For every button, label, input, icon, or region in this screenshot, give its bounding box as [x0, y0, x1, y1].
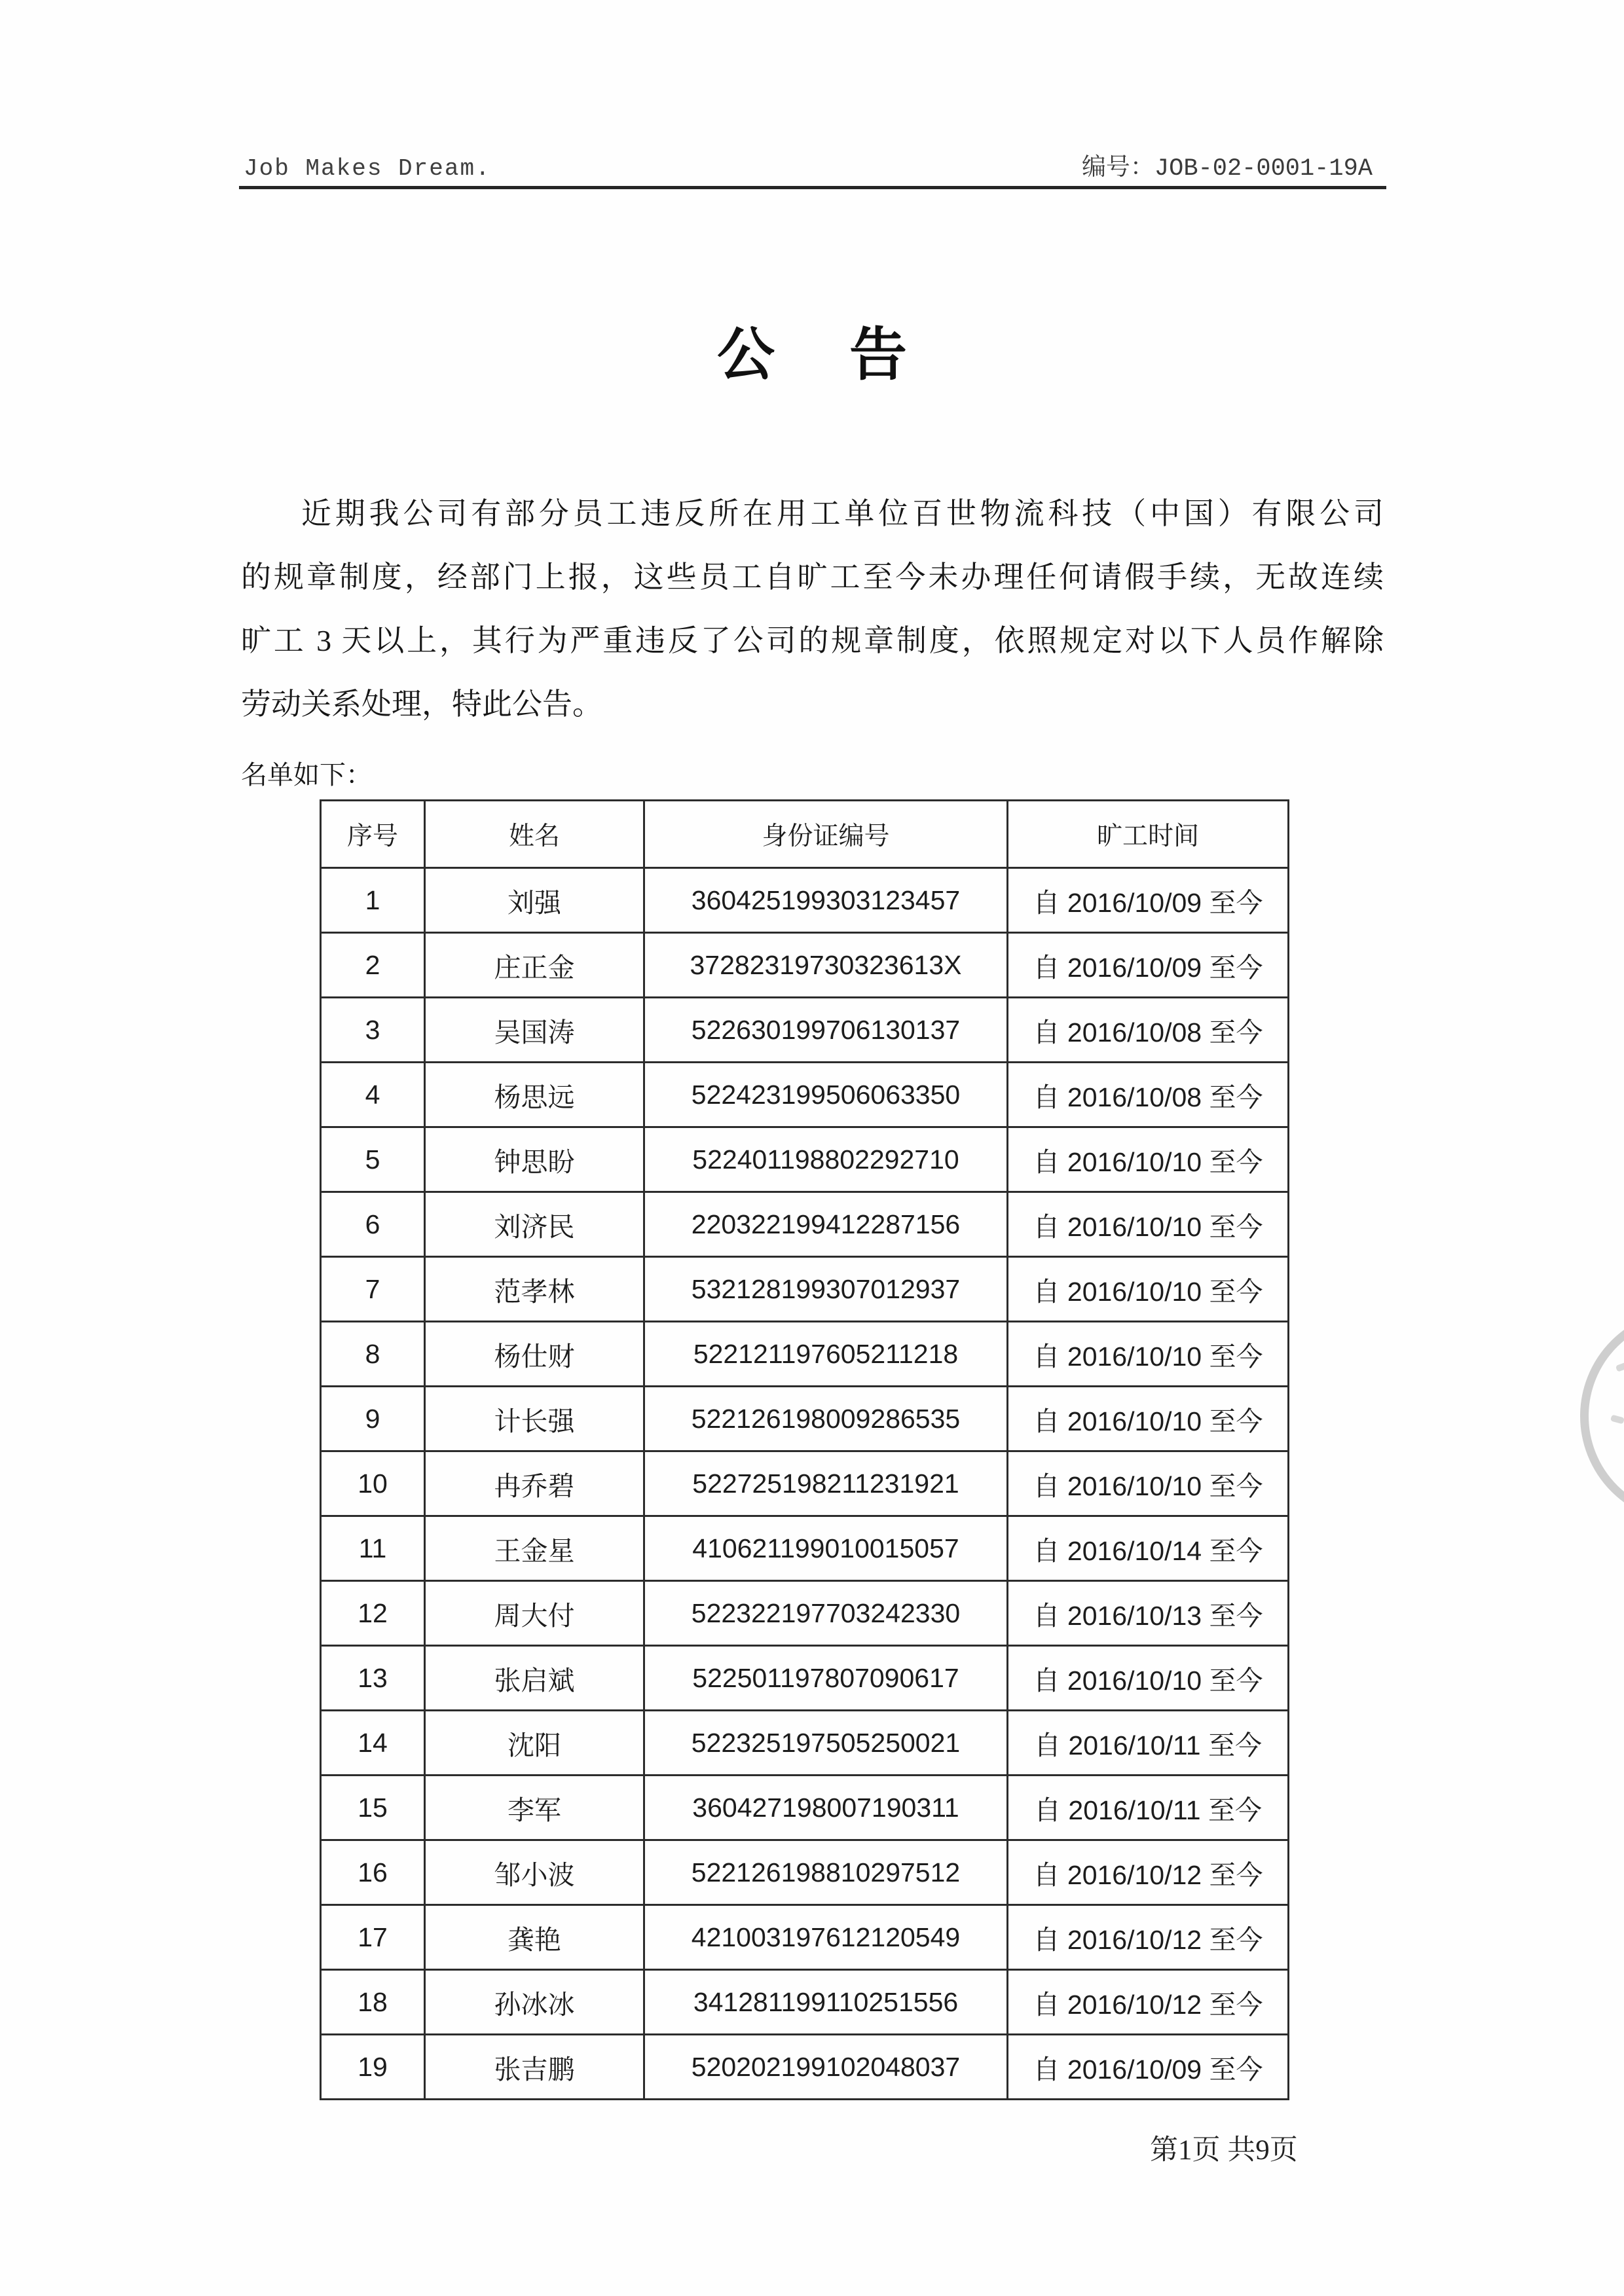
table-row: [321, 1516, 1289, 1581]
cell-period: 自 2016/10/11 至今: [1008, 1776, 1289, 1840]
cell-id: 410621199010015057: [644, 1516, 1008, 1581]
cell-index: 10: [321, 1451, 425, 1516]
cell-id: 522322197703242330: [644, 1581, 1008, 1646]
cell-period: 自 2016/10/09 至今: [1008, 868, 1289, 933]
cell-name: 吴国涛: [425, 998, 644, 1063]
body-line-2: 的规章制度，经部门上报，这些员工自旷工至今未办理任何请假手续，无故连续: [241, 560, 1384, 594]
table-row: [321, 1127, 1289, 1192]
column-header-id: 身份证编号: [644, 801, 1008, 868]
body-line-3: 旷工 3 天以上，其行为严重违反了公司的规章制度，依照规定对以下人员作解除: [241, 624, 1384, 657]
cell-index: 2: [321, 933, 425, 998]
cell-index: 17: [321, 1905, 425, 1970]
seal-mark: [1615, 1362, 1624, 1372]
cell-name: 周大付: [425, 1581, 644, 1646]
cell-index: 8: [321, 1322, 425, 1387]
cell-id: 522401198802292710: [644, 1127, 1008, 1192]
table-row: [321, 1322, 1289, 1387]
table-row: [321, 1646, 1289, 1711]
cell-period: 自 2016/10/13 至今: [1008, 1581, 1289, 1646]
document-header: [244, 147, 1373, 183]
table-row: [321, 1387, 1289, 1451]
table-row: [321, 1840, 1289, 1905]
table-row: [321, 1063, 1289, 1127]
cell-index: 3: [321, 998, 425, 1063]
cell-period: 自 2016/10/10 至今: [1008, 1127, 1289, 1192]
cell-name: 冉乔碧: [425, 1451, 644, 1516]
table-row: [321, 998, 1289, 1063]
table-row: [321, 1581, 1289, 1646]
header-divider: [239, 186, 1386, 189]
cell-index: 19: [321, 2035, 425, 2100]
cell-index: 9: [321, 1387, 425, 1451]
cell-period: 自 2016/10/09 至今: [1008, 933, 1289, 998]
cell-name: 刘强: [425, 868, 644, 933]
cell-id: 522630199706130137: [644, 998, 1008, 1063]
cell-index: 16: [321, 1840, 425, 1905]
page-title: 公 告: [716, 324, 937, 388]
cell-name: 张启斌: [425, 1646, 644, 1711]
document-number: 编号：JOB-02-0001-19A: [1081, 155, 1373, 183]
company-slogan: Job Makes Dream.: [244, 155, 491, 182]
cell-period: 自 2016/10/10 至今: [1008, 1192, 1289, 1257]
table-row: [321, 1257, 1289, 1322]
cell-period: 自 2016/10/12 至今: [1008, 1840, 1289, 1905]
body-line-1: 近期我公司有部分员工违反所在用工单位百世物流科技（中国）有限公司: [301, 497, 1384, 530]
cell-period: 自 2016/10/12 至今: [1008, 1970, 1289, 2035]
table-row: [321, 1192, 1289, 1257]
cell-index: 4: [321, 1063, 425, 1127]
cell-id: 522325197505250021: [644, 1711, 1008, 1776]
cell-name: 邹小波: [425, 1840, 644, 1905]
cell-id: 421003197612120549: [644, 1905, 1008, 1970]
list-intro-label: 名单如下：: [241, 760, 372, 790]
table-row: [321, 2035, 1289, 2100]
cell-id: 522725198211231921: [644, 1451, 1008, 1516]
cell-period: 自 2016/10/11 至今: [1008, 1711, 1289, 1776]
cell-index: 1: [321, 868, 425, 933]
cell-id: 37282319730323613X: [644, 933, 1008, 998]
dismissal-roster-table: [320, 799, 1289, 2100]
cell-name: 刘济民: [425, 1192, 644, 1257]
cell-id: 220322199412287156: [644, 1192, 1008, 1257]
cell-id: 522501197807090617: [644, 1646, 1008, 1711]
cell-index: 13: [321, 1646, 425, 1711]
cell-id: 522121197605211218: [644, 1322, 1008, 1387]
table-header-row: [321, 801, 1289, 868]
table-row: [321, 1776, 1289, 1840]
table-row: [321, 868, 1289, 933]
cell-period: 自 2016/10/10 至今: [1008, 1646, 1289, 1711]
cell-name: 孙冰冰: [425, 1970, 644, 2035]
cell-name: 张吉鹏: [425, 2035, 644, 2100]
cell-index: 5: [321, 1127, 425, 1192]
cell-name: 庄正金: [425, 933, 644, 998]
column-header-name: 姓名: [425, 801, 644, 868]
roster-table-body: [321, 868, 1289, 2100]
cell-period: 自 2016/10/12 至今: [1008, 1905, 1289, 1970]
table-row: [321, 1905, 1289, 1970]
cell-id: 522126198810297512: [644, 1840, 1008, 1905]
cell-name: 杨仕财: [425, 1322, 644, 1387]
cell-period: 自 2016/10/10 至今: [1008, 1451, 1289, 1516]
cell-id: 360425199303123457: [644, 868, 1008, 933]
cell-period: 自 2016/10/10 至今: [1008, 1387, 1289, 1451]
cell-period: 自 2016/10/08 至今: [1008, 1063, 1289, 1127]
partial-stamp-seal: [1580, 1309, 1624, 1523]
cell-index: 7: [321, 1257, 425, 1322]
cell-id: 522423199506063350: [644, 1063, 1008, 1127]
cell-index: 15: [321, 1776, 425, 1840]
column-header-period: 旷工时间: [1008, 801, 1289, 868]
cell-period: 自 2016/10/08 至今: [1008, 998, 1289, 1063]
cell-index: 18: [321, 1970, 425, 2035]
cell-index: 14: [321, 1711, 425, 1776]
page-number: 第1页 共9页: [1150, 2135, 1298, 2166]
cell-name: 钟思盼: [425, 1127, 644, 1192]
cell-name: 王金星: [425, 1516, 644, 1581]
cell-name: 范孝林: [425, 1257, 644, 1322]
cell-id: 341281199110251556: [644, 1970, 1008, 2035]
cell-name: 龚艳: [425, 1905, 644, 1970]
cell-name: 计长强: [425, 1387, 644, 1451]
cell-name: 杨思远: [425, 1063, 644, 1127]
table-row: [321, 1711, 1289, 1776]
cell-id: 522126198009286535: [644, 1387, 1008, 1451]
cell-index: 12: [321, 1581, 425, 1646]
cell-period: 自 2016/10/10 至今: [1008, 1322, 1289, 1387]
table-row: [321, 1451, 1289, 1516]
cell-id: 520202199102048037: [644, 2035, 1008, 2100]
cell-period: 自 2016/10/14 至今: [1008, 1516, 1289, 1581]
cell-id: 532128199307012937: [644, 1257, 1008, 1322]
cell-index: 6: [321, 1192, 425, 1257]
announcement-body: [241, 482, 1384, 736]
cell-name: 沈阳: [425, 1711, 644, 1776]
cell-index: 11: [321, 1516, 425, 1581]
table-row: [321, 933, 1289, 998]
table-row: [321, 1970, 1289, 2035]
cell-id: 360427198007190311: [644, 1776, 1008, 1840]
body-line-4: 劳动关系处理，特此公告。: [241, 687, 602, 721]
cell-period: 自 2016/10/10 至今: [1008, 1257, 1289, 1322]
cell-name: 李军: [425, 1776, 644, 1840]
column-header-index: 序号: [321, 801, 425, 868]
cell-period: 自 2016/10/09 至今: [1008, 2035, 1289, 2100]
seal-mark: [1610, 1415, 1624, 1425]
